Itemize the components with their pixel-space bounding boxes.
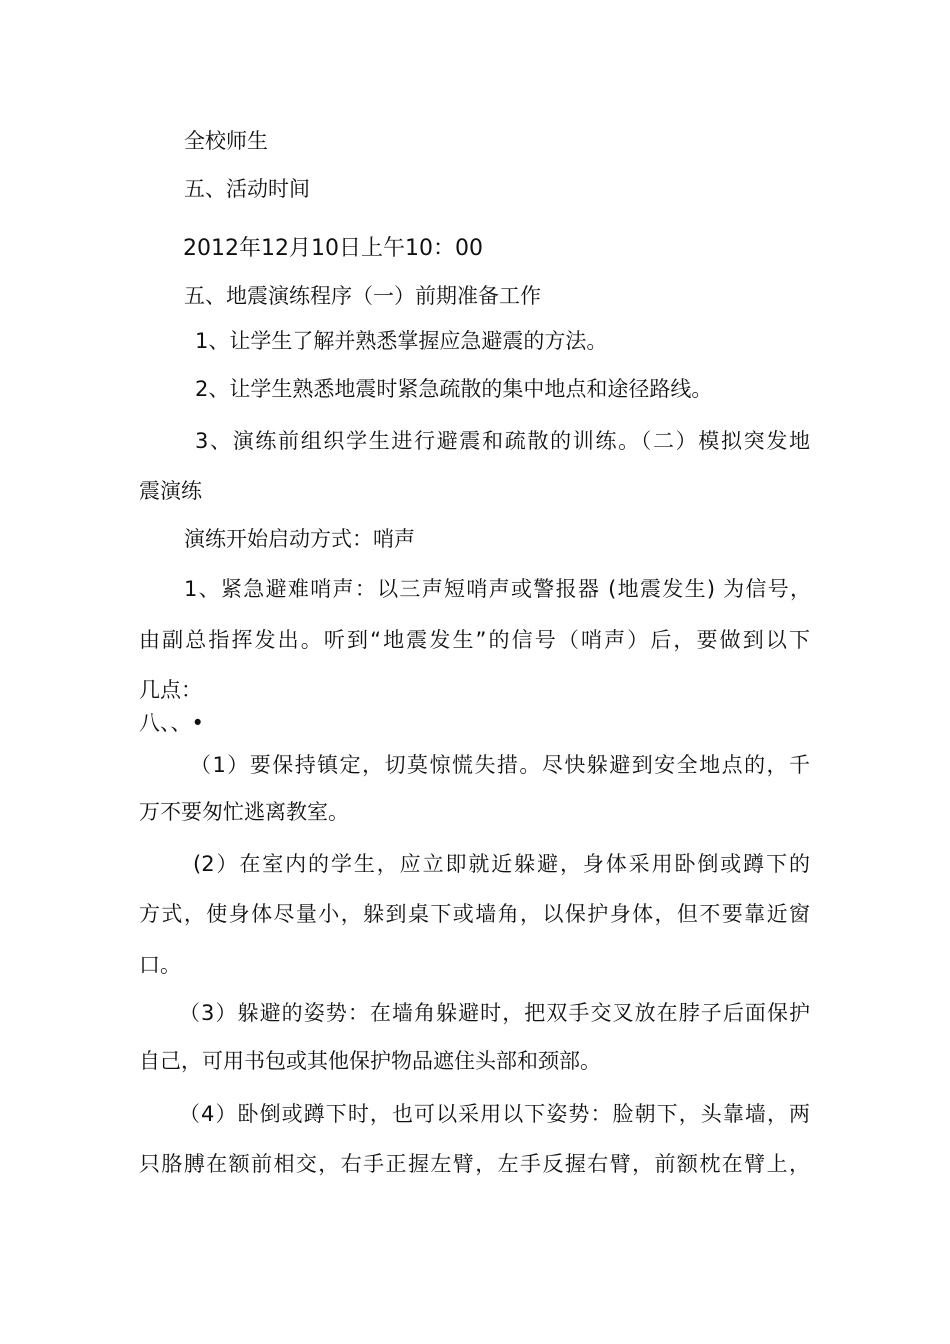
start-method: 演练开始启动方式：哨声 bbox=[184, 527, 415, 551]
point-4: （4）卧倒或蹲下时，也可以采用以下姿势：脸朝下，头靠墙，两 bbox=[179, 1102, 810, 1126]
prep-item-1: 1、让学生了解并熟悉掌握应急避震的方法。 bbox=[195, 329, 608, 353]
prep-item-3: 3、演练前组织学生进行避震和疏散的训练。（二）模拟突发地 bbox=[195, 429, 810, 453]
stray-marks: 八、、• bbox=[139, 711, 204, 735]
section-heading-time: 五、活动时间 bbox=[184, 177, 310, 201]
activity-datetime: 2012年12月10日上午10：00 bbox=[183, 236, 483, 261]
whistle-item-1-end: 几点： bbox=[139, 678, 202, 702]
point-2-cont: 方式，使身体尽量小，躲到桌下或墙角，以保护身体，但不要靠近窗 bbox=[139, 902, 810, 926]
point-3-cont: 自己，可用书包或其他保护物品遮住头部和颈部。 bbox=[139, 1049, 601, 1073]
point-2-end: 口。 bbox=[139, 953, 181, 977]
point-4-cont: 只胳膊在额前相交，右手正握左臂，左手反握右臂，前额枕在臂上， bbox=[139, 1152, 810, 1176]
participants-text: 全校师生 bbox=[184, 129, 268, 153]
point-3: （3）躲避的姿势：在墙角躲避时，把双手交叉放在脖子后面保护 bbox=[179, 1001, 810, 1025]
prep-item-3-cont: 震演练 bbox=[139, 479, 202, 503]
whistle-item-1: 1、紧急避难哨声：以三声短哨声或警报器 (地震发生) 为信号， bbox=[184, 577, 811, 601]
section-heading-procedure: 五、地震演练程序（一）前期准备工作 bbox=[184, 284, 541, 308]
point-1-cont: 万不要匆忙逃离教室。 bbox=[139, 800, 349, 824]
whistle-item-1-cont: 由副总指挥发出。听到“地震发生”的信号（哨声）后，要做到以下 bbox=[139, 628, 810, 652]
point-2: (2）在室内的学生，应立即就近躲避，身体采用卧倒或蹲下的 bbox=[193, 852, 810, 876]
point-1: （1）要保持镇定，切莫惊慌失措。尽快躲避到安全地点的，千 bbox=[190, 753, 810, 777]
prep-item-2: 2、让学生熟悉地震时紧急疏散的集中地点和途径路线。 bbox=[195, 377, 713, 401]
